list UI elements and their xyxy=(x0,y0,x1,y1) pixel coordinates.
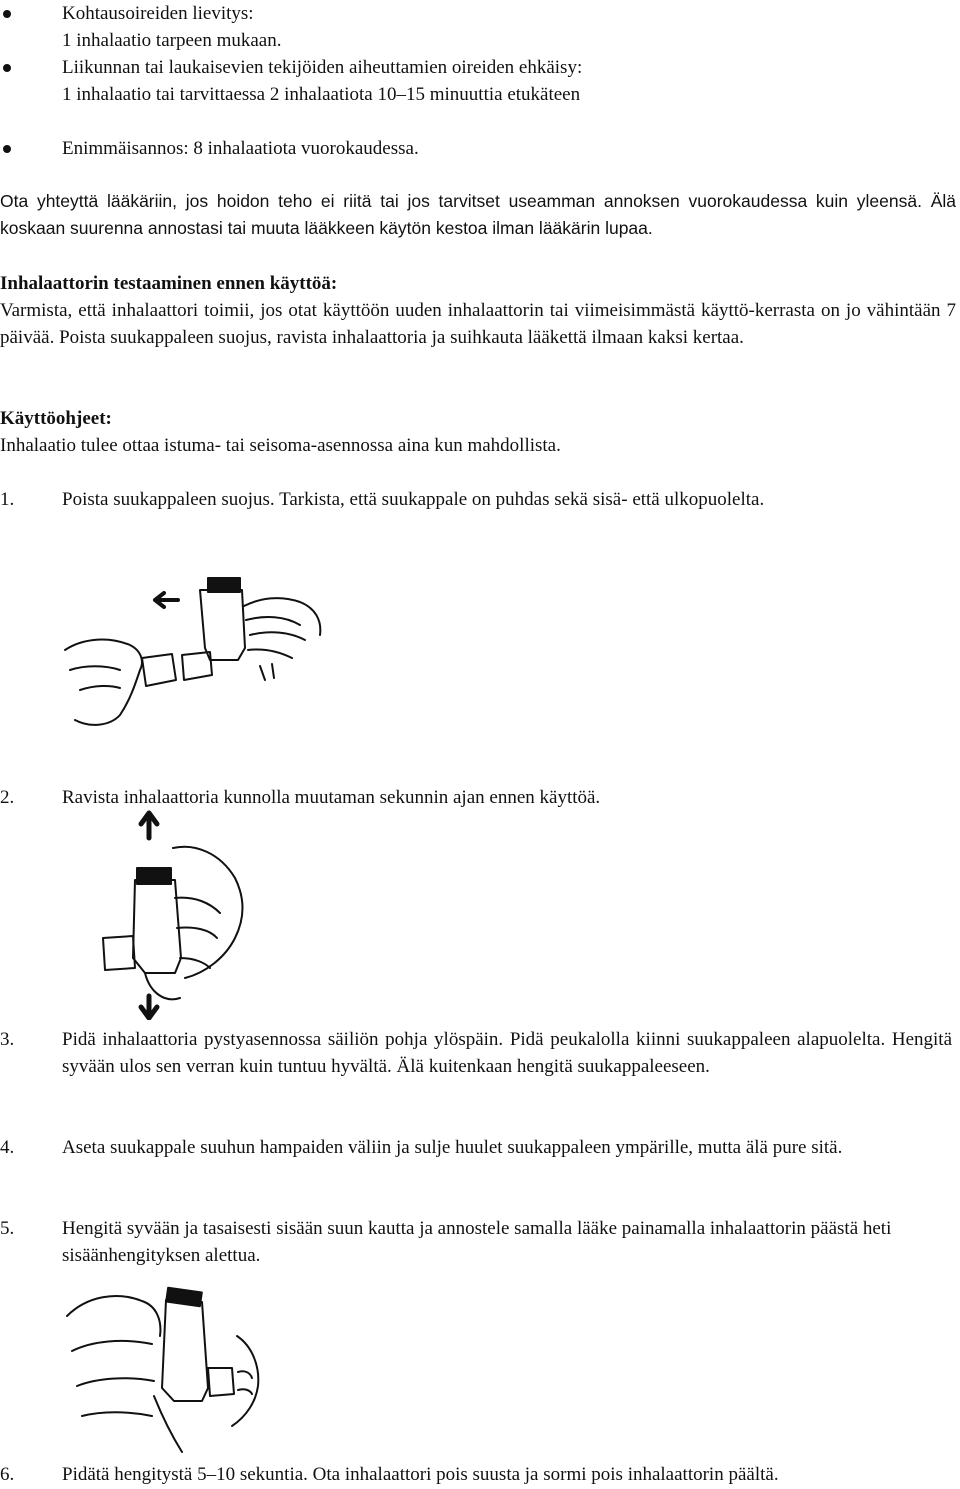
bullet-line: Enimmäisannos: 8 inhalaatiota vuorokaudessa. xyxy=(62,138,419,159)
step-text: Aseta suukappale suuhun hampaiden väliin ja sulje huulet suukappaleen ympärille, mutta älä pure sitä. xyxy=(62,1137,843,1158)
arrow-up-icon xyxy=(141,813,157,838)
bullet-icon xyxy=(3,10,11,18)
inhale-illustration xyxy=(62,1276,272,1454)
canister-body xyxy=(133,880,181,973)
step-text: Poista suukappaleen suojus. Tarkista, että suukappale on puhdas sekä sisä- että ulkopuolelta. xyxy=(62,489,765,510)
testing-heading: Inhalaattorin testaaminen ennen käyttöä: xyxy=(0,273,338,294)
right-hand xyxy=(244,598,320,658)
contact-paragraph: Ota yhteyttä lääkäriin, jos hoidon teho ei riitä tai jos tarvitset useamman annoksen vuorokaudessa kuin yleensä. Älä koskaan suurenna annostasi tai muuta lääkkeen käytön kestoa ilman lääkärin lupaa. xyxy=(0,191,956,238)
mouthpiece-detail xyxy=(260,664,274,680)
arrow-left-icon xyxy=(155,593,178,607)
canister-top xyxy=(166,1288,202,1307)
step-number: 1. xyxy=(0,489,15,510)
step-text: Pidätä hengitystä 5–10 sekuntia. Ota inhalaattori pois suusta ja sormi pois inhalaattorin päältä. xyxy=(62,1464,779,1485)
canister-top xyxy=(137,868,171,884)
step-text: Hengitä syvään ja tasaisesti sisään suun kautta ja annostele samalla lääke painamalla inhalaattorin päästä heti sisäänhengityksen alettua. xyxy=(62,1218,892,1266)
step-number: 6. xyxy=(0,1464,15,1485)
bullet-line: 1 inhalaatio tarpeen mukaan. xyxy=(62,30,282,51)
step-number: 4. xyxy=(0,1137,15,1158)
step-number: 2. xyxy=(0,787,15,808)
step-text: Ravista inhalaattoria kunnolla muutaman sekunnin ajan ennen käyttöä. xyxy=(62,787,601,808)
canister-body xyxy=(162,1300,208,1401)
bullet-icon xyxy=(3,64,11,72)
testing-text: Varmista, että inhalaattori toimii, jos otat käyttöön uuden inhalaattorin tai viimeisimmästä käyttö-kerrasta on jo vähintään 7 päivää. Poista suukappaleen suojus, ravista inhalaattoria ja suihkauta lääkettä ilmaan kaksi kertaa. xyxy=(0,300,956,348)
bullet-line: Kohtausoireiden lievitys: xyxy=(62,3,254,24)
face xyxy=(232,1336,258,1426)
cap xyxy=(142,654,176,686)
left-hand xyxy=(65,640,142,725)
remove-cap-illustration xyxy=(60,540,330,732)
step-number: 5. xyxy=(0,1218,15,1239)
mouthpiece xyxy=(103,936,135,970)
instructions-heading: Käyttöohjeet: xyxy=(0,408,112,429)
instructions-intro: Inhalaatio tulee ottaa istuma- tai seisoma-asennossa aina kun mahdollista. xyxy=(0,435,561,456)
canister-body xyxy=(200,590,245,660)
step-number: 3. xyxy=(0,1029,15,1050)
arrow-down-icon xyxy=(141,996,157,1018)
bullet-line: 1 inhalaatio tai tarvittaessa 2 inhalaatiota 10–15 minuuttia etukäteen xyxy=(62,84,581,105)
mouthpiece xyxy=(208,1368,234,1396)
shake-inhaler-illustration xyxy=(85,808,255,1020)
step-text: Pidä inhalaattoria pystyasennossa säiliön pohja ylöspäin. Pidä peukalolla kiinni suukappaleen alapuolelta. Hengitä syvään ulos sen verran kuin tuntuu hyvältä. Älä kuitenkaan hengitä suukappaleeseen. xyxy=(62,1029,952,1077)
canister-top xyxy=(208,578,240,592)
bullet-icon xyxy=(3,145,11,153)
bullet-line: Liikunnan tai laukaisevien tekijöiden aiheuttamien oireiden ehkäisy: xyxy=(62,57,583,78)
